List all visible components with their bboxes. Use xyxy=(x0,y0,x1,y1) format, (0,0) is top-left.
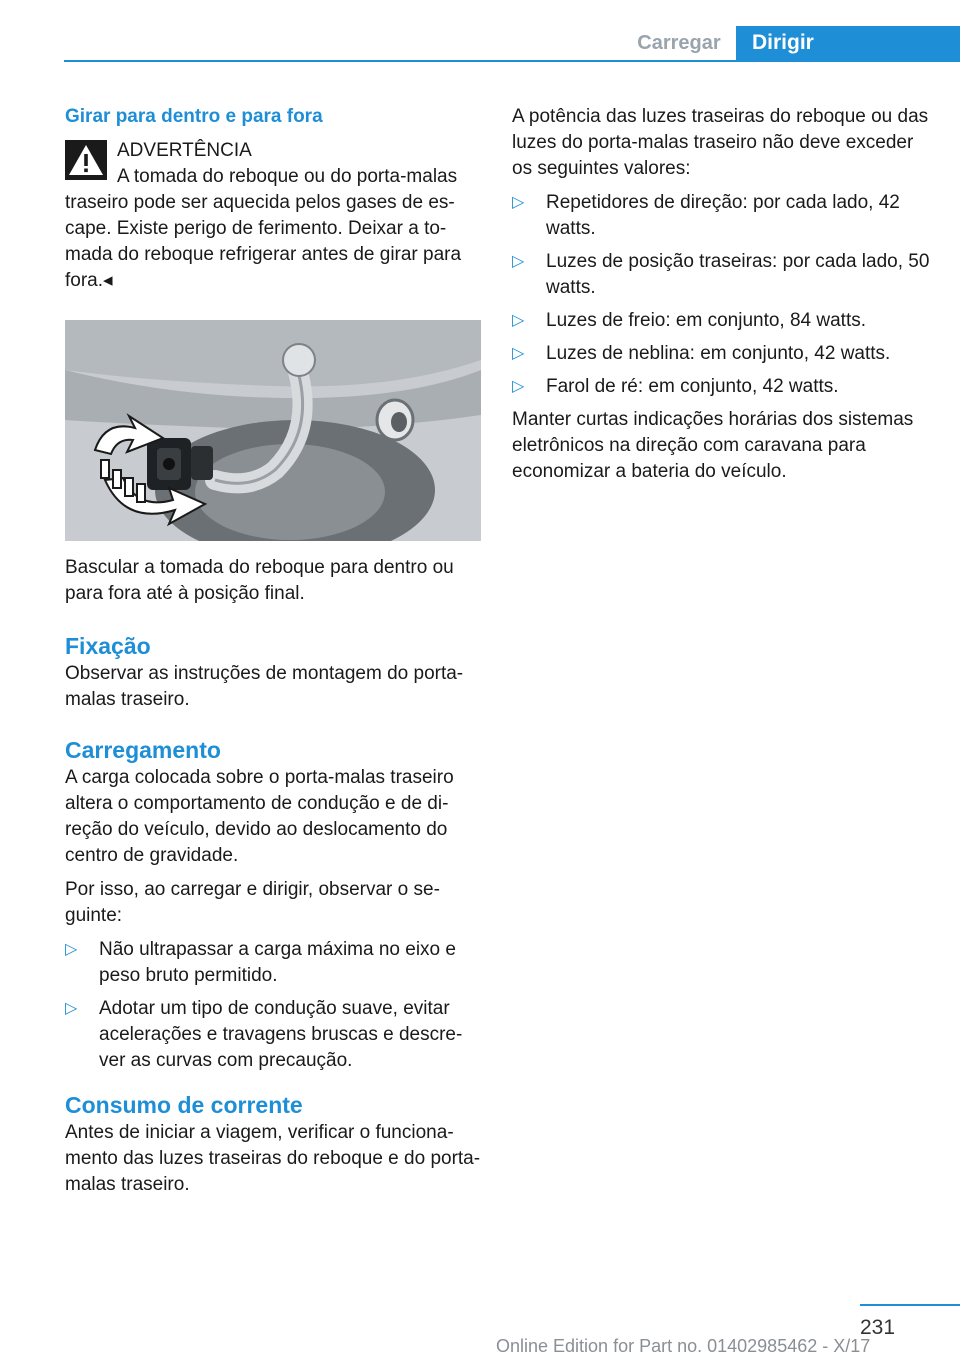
list-item: ▷ Repetidores de direção: por cada lado, 42 watts. xyxy=(512,192,900,239)
power-outro: Manter curtas indicações horárias dos sistemas eletrônicos na direção com caravana para economizar a bateria do veículo. xyxy=(512,409,914,482)
heading-consumo: Consumo de corrente xyxy=(65,1092,303,1118)
footer-divider xyxy=(860,1304,960,1306)
power-limits-list xyxy=(512,190,932,400)
heading-carregamento: Carregamento xyxy=(65,737,221,763)
triangle-bullet-icon: ▷ xyxy=(512,253,525,270)
figure-caption: Bascular a tomada do reboque para dentro ou para fora até à posição final. xyxy=(65,557,454,604)
triangle-bullet-icon: ▷ xyxy=(512,378,525,395)
list-item: ▷ Luzes de posição traseiras: por cada lado, 50 watts. xyxy=(512,251,930,298)
page-number: 231 xyxy=(860,1316,896,1339)
carregamento-list xyxy=(65,937,481,1074)
triangle-bullet-icon: ▷ xyxy=(512,194,525,211)
trailer-socket-illustration xyxy=(65,320,481,541)
power-intro: A potência das luzes traseiras do reboque ou das luzes do porta-malas traseiro não deve exceder os seguintes valores: xyxy=(512,106,929,179)
carregamento-text-2: Por isso, ao carregar e dirigir, observar o seguinte: xyxy=(65,879,440,926)
warning-title: ADVERTÊNCIA xyxy=(117,140,252,161)
left-column xyxy=(65,104,481,1198)
list-item: ▷ Farol de ré: em conjunto, 42 watts. xyxy=(512,374,932,400)
subhead-girar: Girar para dentro e para fora xyxy=(65,106,323,127)
trailer-socket-figure xyxy=(65,320,481,541)
tab-carregar[interactable]: Carregar xyxy=(637,32,721,54)
carregamento-text-1: A carga colocada sobre o porta-malas traseiro altera o comportamento de condução e de direção do veículo, devido ao deslocamento do centro de gravidade. xyxy=(65,767,454,866)
warning-block xyxy=(65,138,481,294)
list-item: ▷ Adotar um tipo de condução suave, evitar acelerações e travagens bruscas e descrever as curvas com precaução. xyxy=(65,998,463,1071)
edition-footer: Online Edition for Part no. 01402985462 - X/17 xyxy=(496,1336,871,1356)
list-item: ▷ Luzes de neblina: em conjunto, 42 watts. xyxy=(512,341,932,367)
triangle-bullet-icon: ▷ xyxy=(512,312,525,329)
fixacao-text: Observar as instruções de montagem do porta-malas traseiro. xyxy=(65,663,464,710)
tab-dirigir[interactable]: Dirigir xyxy=(736,26,960,62)
heading-fixacao: Fixação xyxy=(65,633,151,659)
header-divider xyxy=(64,60,960,62)
warning-triangle-icon xyxy=(65,140,107,180)
warning-text: A tomada do reboque ou do porta-malas traseiro pode ser aquecida pelos gases de escape. Existe perigo de ferimento. Deixar a tomada do reboque refrigerar antes de girar para fora.◂ xyxy=(65,166,462,291)
triangle-bullet-icon: ▷ xyxy=(65,941,78,958)
triangle-bullet-icon: ▷ xyxy=(512,345,525,362)
list-item: ▷ Luzes de freio: em conjunto, 84 watts. xyxy=(512,308,932,334)
consumo-text: Antes de iniciar a viagem, verificar o funcionamento das luzes traseiras do reboque e do porta-malas traseiro. xyxy=(65,1122,481,1195)
list-item: ▷ Não ultrapassar a carga máxima no eixo e peso bruto permitido. xyxy=(65,939,456,986)
right-column xyxy=(512,104,932,485)
triangle-bullet-icon: ▷ xyxy=(65,1000,78,1017)
